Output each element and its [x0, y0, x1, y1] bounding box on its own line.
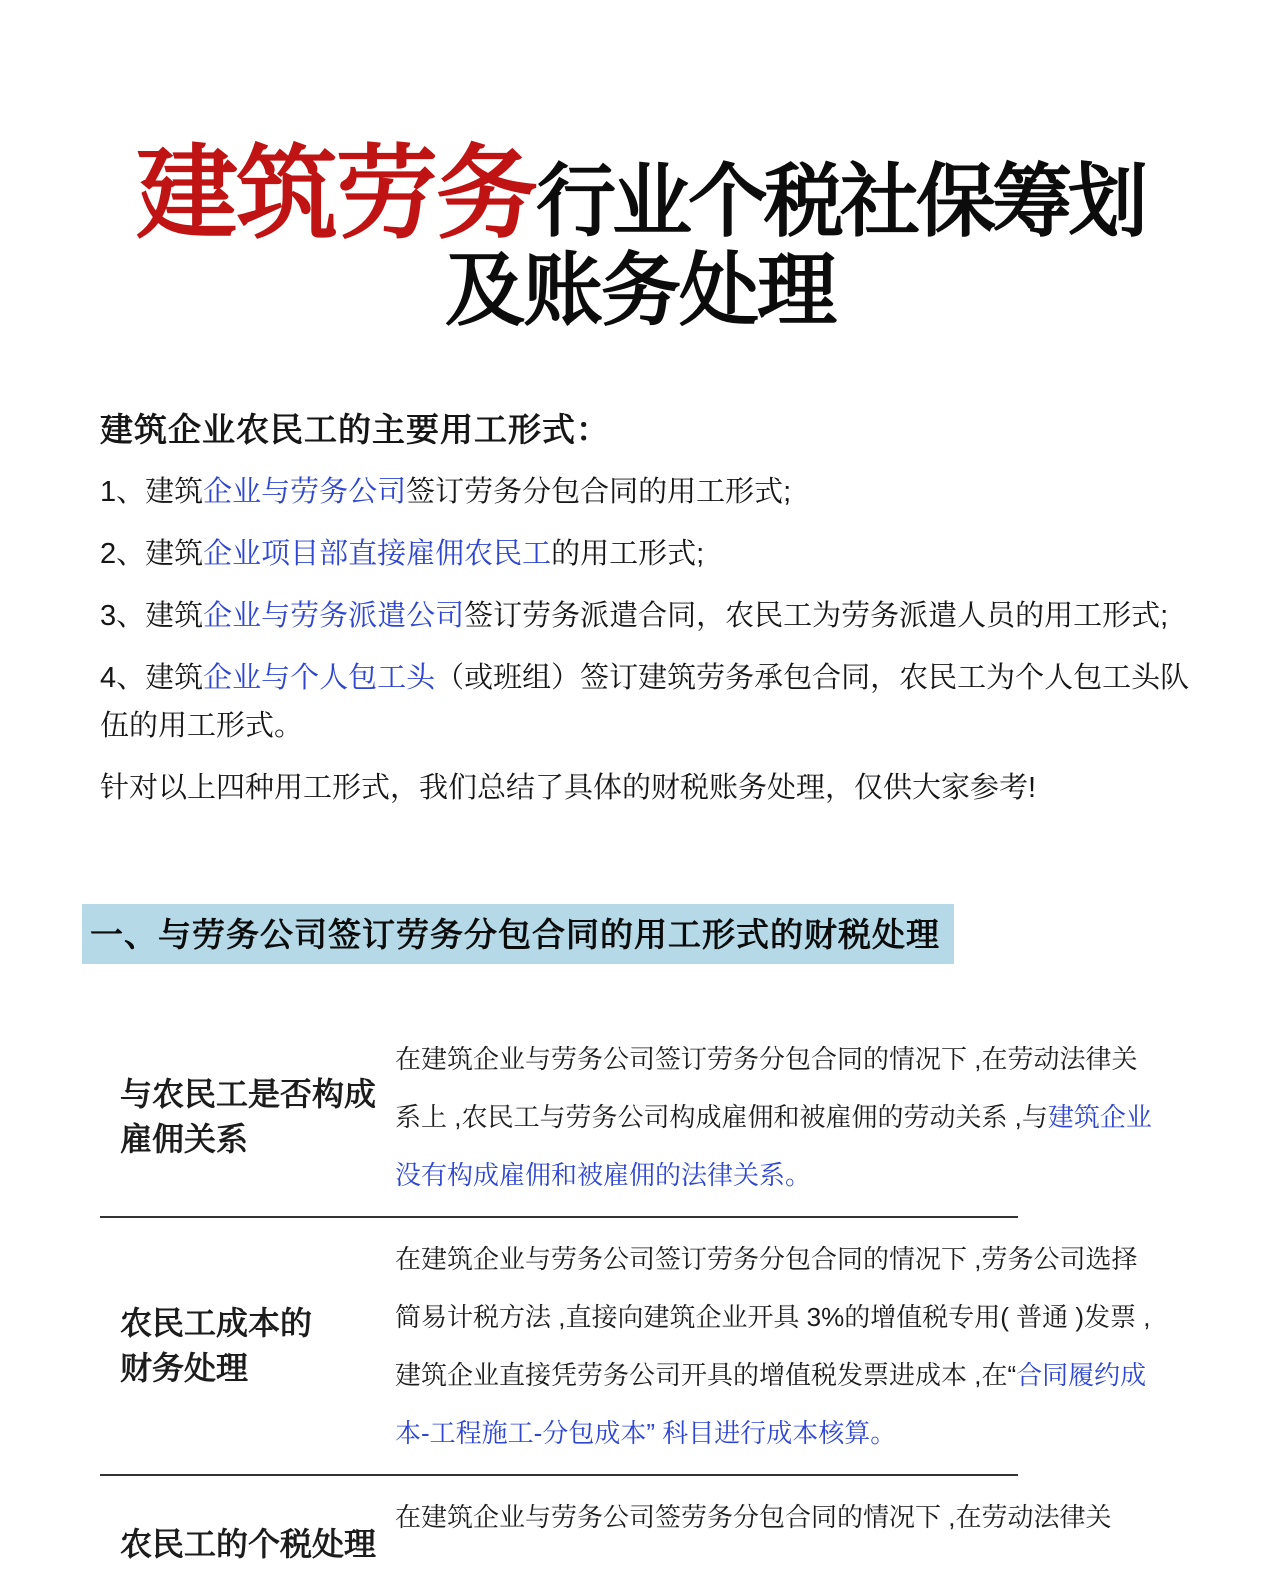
item-text: 签订劳务分包合同的用工形式; — [406, 475, 792, 508]
item-text: 的用工形式; — [551, 537, 705, 570]
row-label-line: 财务处理 — [120, 1349, 249, 1386]
table-row-cost-accounting — [100, 1218, 1180, 1474]
row-label — [100, 1072, 395, 1162]
item-text: 1、建筑 — [100, 475, 204, 508]
employment-form-item-4 — [100, 654, 1190, 750]
content-highlight: 建筑企业没有构成雇佣和被雇佣的法律关系。 — [395, 1101, 1152, 1190]
employment-form-item-3 — [100, 592, 1190, 640]
item-highlight: 企业与个人包工头 — [203, 661, 436, 694]
row-label-line: 与农民工是否构成 — [120, 1075, 377, 1112]
item-text: 2、建筑 — [100, 537, 204, 570]
content-highlight: 合同履约成本-工程施工-分包成本” 科目进行成本核算。 — [395, 1359, 1147, 1448]
content-text: 在建筑企业与劳务公司签订劳务分包合同的情况下 ,在劳动法律关系上 ,农民工与劳务公司构成雇佣和被雇佣的劳动关系 ,与 — [395, 1043, 1138, 1132]
title-line2: 及账务处理 — [445, 246, 835, 336]
content-text: 在建筑企业与劳务公司签劳务分包合同的情况下 ,在劳动法律关 — [395, 1501, 1112, 1532]
title-rest: 行业个税社保筹划 — [536, 157, 1144, 246]
row-content — [395, 1488, 1160, 1546]
employment-form-item-1 — [100, 468, 1190, 516]
item-text: 3、建筑 — [100, 599, 204, 632]
item-text: （或班组）签订建筑劳务承包合同，农民工为个人包工头队伍的用工形式。 — [100, 661, 1190, 742]
intro-heading: 建筑企业农民工的主要用工形式： — [100, 410, 610, 448]
title-highlight: 建筑劳务 — [136, 137, 536, 251]
section-heading-wrap — [82, 904, 1280, 964]
row-label — [100, 1301, 395, 1391]
table-row-employment-relation — [100, 1018, 1180, 1216]
content-text: 在建筑企业与劳务公司签订劳务分包合同的情况下 ,劳务公司选择简易计税方法 ,直接向建筑企业开具 3%的增值税专用( 普通 )发票 ,建筑企业直接凭劳务公司开具的增值税发票进成本 ,在“ — [395, 1243, 1151, 1390]
item-highlight: 企业与劳务派遣公司 — [203, 599, 465, 632]
intro-section — [100, 408, 1190, 812]
row-content — [395, 1230, 1160, 1462]
item-text: 4、建筑 — [100, 661, 204, 694]
item-highlight: 企业项目部直接雇佣农民工 — [203, 537, 552, 570]
employment-form-item-2 — [100, 530, 1190, 578]
row-label — [100, 1488, 395, 1567]
table-row-individual-tax — [100, 1476, 1180, 1574]
row-label-line: 雇佣关系 — [120, 1120, 249, 1157]
item-highlight: 企业与劳务公司 — [203, 475, 407, 508]
row-label-line: 农民工的个税处理 — [120, 1525, 377, 1562]
row-content — [395, 1030, 1160, 1204]
item-text: 签订劳务派遣合同，农民工为劳务派遣人员的用工形式; — [464, 599, 1169, 632]
article-title — [0, 0, 1280, 336]
title-line1 — [0, 137, 1280, 251]
tax-treatment-table — [100, 1018, 1180, 1574]
intro-closing: 针对以上四种用工形式，我们总结了具体的财税账务处理，仅供大家参考! — [100, 771, 1037, 804]
section-heading: 一、与劳务公司签订劳务分包合同的用工形式的财税处理 — [82, 904, 954, 964]
row-label-line: 农民工成本的 — [120, 1304, 313, 1341]
